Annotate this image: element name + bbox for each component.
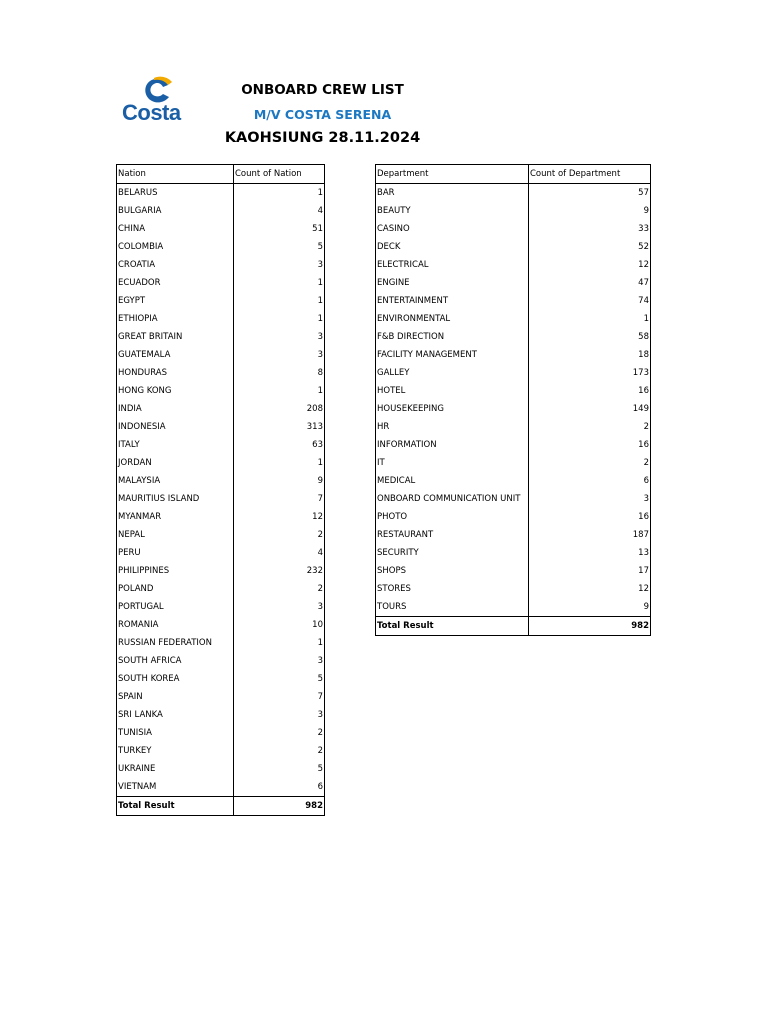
table-row: [376, 274, 651, 292]
table-row: [376, 490, 651, 508]
department-count-cell: 58: [638, 332, 649, 342]
nation-table: [116, 164, 325, 816]
department-name-cell: TOURS: [376, 598, 529, 617]
nation-name-cell: RUSSIAN FEDERATION: [117, 634, 234, 652]
table-row: [376, 292, 651, 310]
nation-name-cell: CROATIA: [117, 256, 234, 274]
table-row: [117, 634, 325, 652]
department-name-cell: RESTAURANT: [376, 526, 529, 544]
department-count-cell: 33: [638, 224, 649, 234]
department-count-cell: 18: [638, 350, 649, 360]
nation-count-cell: 9: [317, 476, 323, 486]
nation-count-cell: 2: [317, 584, 323, 594]
department-name-cell: IT: [376, 454, 529, 472]
nation-count-cell: 1: [317, 386, 323, 396]
table-row: [117, 310, 325, 328]
table-row: [376, 238, 651, 256]
nation-name-cell: MYANMAR: [117, 508, 234, 526]
department-count-cell: 173: [632, 368, 649, 378]
department-name-cell: HOTEL: [376, 382, 529, 400]
table-row: [376, 526, 651, 544]
nation-name-cell: ECUADOR: [117, 274, 234, 292]
table-row: [117, 526, 325, 544]
department-name-cell: BEAUTY: [376, 202, 529, 220]
table-row: [117, 292, 325, 310]
nation-name-cell: BULGARIA: [117, 202, 234, 220]
table-row: [376, 400, 651, 418]
department-count-cell: 9: [643, 206, 649, 216]
department-name-cell: ONBOARD COMMUNICATION UNIT: [376, 490, 529, 508]
costa-wordmark: Costa: [122, 100, 181, 125]
table-row: [376, 580, 651, 598]
department-total-row: [376, 617, 651, 636]
nation-name-cell: SPAIN: [117, 688, 234, 706]
nation-name-cell: SOUTH KOREA: [117, 670, 234, 688]
nation-name-cell: JORDAN: [117, 454, 234, 472]
nation-count-cell: 1: [317, 188, 323, 198]
department-name-cell: BAR: [376, 184, 529, 203]
department-count-cell: 52: [638, 242, 649, 252]
table-row: [376, 202, 651, 220]
nation-name-cell: COLOMBIA: [117, 238, 234, 256]
nation-name-cell: HONG KONG: [117, 382, 234, 400]
department-name-cell: STORES: [376, 580, 529, 598]
table-row: [117, 382, 325, 400]
table-row: [376, 544, 651, 562]
nation-name-cell: GUATEMALA: [117, 346, 234, 364]
table-row: [376, 184, 651, 203]
nation-name-cell: INDONESIA: [117, 418, 234, 436]
table-row: [117, 508, 325, 526]
nation-count-cell: 2: [317, 728, 323, 738]
nation-name-cell: VIETNAM: [117, 778, 234, 797]
department-column-header: Count of Department: [529, 165, 651, 184]
department-count-cell: 1: [643, 314, 649, 324]
ship-name: M/V COSTA SERENA: [253, 107, 392, 122]
nation-name-cell: UKRAINE: [117, 760, 234, 778]
department-count-cell: 2: [643, 458, 649, 468]
nation-name-cell: ETHIOPIA: [117, 310, 234, 328]
department-column-header: Department: [376, 165, 529, 184]
department-name-cell: CASINO: [376, 220, 529, 238]
nation-count-cell: 63: [312, 440, 323, 450]
table-row: [117, 544, 325, 562]
nation-name-cell: ROMANIA: [117, 616, 234, 634]
department-count-cell: 17: [638, 566, 649, 576]
department-name-cell: MEDICAL: [376, 472, 529, 490]
nation-column-header: Count of Nation: [234, 165, 325, 184]
nation-count-cell: 313: [306, 422, 323, 432]
nation-count-cell: 12: [312, 512, 323, 522]
table-row: [117, 598, 325, 616]
table-row: [117, 184, 325, 203]
department-count-cell: 74: [638, 296, 649, 306]
nation-name-cell: MALAYSIA: [117, 472, 234, 490]
department-count-cell: 6: [643, 476, 649, 486]
department-name-cell: SHOPS: [376, 562, 529, 580]
department-name-cell: GALLEY: [376, 364, 529, 382]
department-name-cell: ELECTRICAL: [376, 256, 529, 274]
department-count-cell: 2: [643, 422, 649, 432]
table-row: [376, 472, 651, 490]
table-row: [376, 436, 651, 454]
nation-name-cell: GREAT BRITAIN: [117, 328, 234, 346]
nation-count-cell: 2: [317, 530, 323, 540]
department-name-cell: HR: [376, 418, 529, 436]
nation-name-cell: POLAND: [117, 580, 234, 598]
table-row: [376, 418, 651, 436]
table-row: [117, 436, 325, 454]
department-name-cell: F&B DIRECTION: [376, 328, 529, 346]
table-row: [117, 562, 325, 580]
nation-name-cell: PERU: [117, 544, 234, 562]
nation-name-cell: PORTUGAL: [117, 598, 234, 616]
nation-name-cell: HONDURAS: [117, 364, 234, 382]
nation-count-cell: 3: [317, 602, 323, 612]
nation-name-cell: INDIA: [117, 400, 234, 418]
table-row: [117, 454, 325, 472]
table-row: [376, 508, 651, 526]
table-row: [117, 346, 325, 364]
table-row: [117, 256, 325, 274]
nation-count-cell: 7: [317, 692, 323, 702]
department-count-cell: 149: [632, 404, 649, 414]
department-header-row: [376, 165, 651, 184]
department-count-cell: 12: [638, 584, 649, 594]
department-count-cell: 47: [638, 278, 649, 288]
department-name-cell: HOUSEKEEPING: [376, 400, 529, 418]
department-count-cell: 16: [638, 512, 649, 522]
nation-name-cell: TUNISIA: [117, 724, 234, 742]
nation-count-cell: 7: [317, 494, 323, 504]
department-count-cell: 12: [638, 260, 649, 270]
department-name-cell: SECURITY: [376, 544, 529, 562]
department-count-cell: 16: [638, 440, 649, 450]
document-title: ONBOARD CREW LIST: [241, 82, 404, 98]
table-row: [376, 310, 651, 328]
department-name-cell: ENTERTAINMENT: [376, 292, 529, 310]
nation-count-cell: 4: [317, 548, 323, 558]
nation-name-cell: SOUTH AFRICA: [117, 652, 234, 670]
nation-name-cell: SRI LANKA: [117, 706, 234, 724]
department-count-cell: 3: [643, 494, 649, 504]
nation-count-cell: 3: [317, 656, 323, 666]
nation-count-cell: 3: [317, 332, 323, 342]
table-row: [117, 724, 325, 742]
table-row: [376, 382, 651, 400]
table-row: [117, 742, 325, 760]
nation-count-cell: 3: [317, 260, 323, 270]
nation-name-cell: TURKEY: [117, 742, 234, 760]
costa-logo: [118, 76, 192, 126]
table-row: [117, 706, 325, 724]
department-count-cell: 16: [638, 386, 649, 396]
department-count-cell: 187: [632, 530, 649, 540]
nation-count-cell: 1: [317, 296, 323, 306]
nation-name-cell: ITALY: [117, 436, 234, 454]
department-count-cell: 57: [638, 188, 649, 198]
nation-count-cell: 6: [317, 782, 323, 792]
nation-count-cell: 232: [306, 566, 323, 576]
table-row: [117, 580, 325, 598]
department-table: [375, 164, 651, 636]
table-row: [376, 256, 651, 274]
table-row: [117, 778, 325, 797]
table-row: [117, 670, 325, 688]
nation-count-cell: 10: [312, 620, 323, 630]
table-row: [117, 616, 325, 634]
nation-count-cell: 1: [317, 278, 323, 288]
table-row: [117, 400, 325, 418]
department-name-cell: PHOTO: [376, 508, 529, 526]
nation-name-cell: MAURITIUS ISLAND: [117, 490, 234, 508]
table-row: [117, 652, 325, 670]
nation-count-cell: 8: [317, 368, 323, 378]
table-row: [376, 220, 651, 238]
nation-name-cell: CHINA: [117, 220, 234, 238]
department-name-cell: ENGINE: [376, 274, 529, 292]
table-row: [376, 364, 651, 382]
table-row: [117, 238, 325, 256]
nation-count-cell: 5: [317, 242, 323, 252]
department-name-cell: ENVIRONMENTAL: [376, 310, 529, 328]
table-row: [376, 346, 651, 364]
table-row: [117, 220, 325, 238]
nation-count-cell: 1: [317, 638, 323, 648]
nation-name-cell: BELARUS: [117, 184, 234, 203]
table-row: [376, 562, 651, 580]
nation-count-cell: 1: [317, 314, 323, 324]
table-row: [117, 472, 325, 490]
department-name-cell: DECK: [376, 238, 529, 256]
nation-count-cell: 5: [317, 764, 323, 774]
table-row: [117, 490, 325, 508]
department-total-label: Total Result: [376, 617, 529, 636]
table-row: [117, 364, 325, 382]
nation-name-cell: PHILIPPINES: [117, 562, 234, 580]
nation-count-cell: 208: [306, 404, 323, 414]
table-row: [376, 328, 651, 346]
table-row: [376, 454, 651, 472]
nation-total-label: Total Result: [117, 797, 234, 816]
department-name-cell: INFORMATION: [376, 436, 529, 454]
nation-total-row: [117, 797, 325, 816]
nation-count-cell: 4: [317, 206, 323, 216]
nation-name-cell: EGYPT: [117, 292, 234, 310]
table-row: [376, 598, 651, 617]
nation-count-cell: 3: [317, 710, 323, 720]
table-row: [117, 418, 325, 436]
nation-name-cell: NEPAL: [117, 526, 234, 544]
port-date: KAOHSIUNG 28.11.2024: [224, 130, 421, 146]
nation-count-cell: 1: [317, 458, 323, 468]
nation-header-row: [117, 165, 325, 184]
table-row: [117, 328, 325, 346]
nation-column-header: Nation: [117, 165, 234, 184]
department-count-cell: 13: [638, 548, 649, 558]
table-row: [117, 274, 325, 292]
department-total-value: 982: [529, 617, 651, 636]
department-count-cell: 9: [643, 602, 649, 612]
nation-total-value: 982: [234, 797, 325, 816]
table-row: [117, 760, 325, 778]
table-row: [117, 202, 325, 220]
table-row: [117, 688, 325, 706]
nation-count-cell: 5: [317, 674, 323, 684]
department-name-cell: FACILITY MANAGEMENT: [376, 346, 529, 364]
nation-count-cell: 3: [317, 350, 323, 360]
nation-count-cell: 51: [312, 224, 323, 234]
nation-count-cell: 2: [317, 746, 323, 756]
